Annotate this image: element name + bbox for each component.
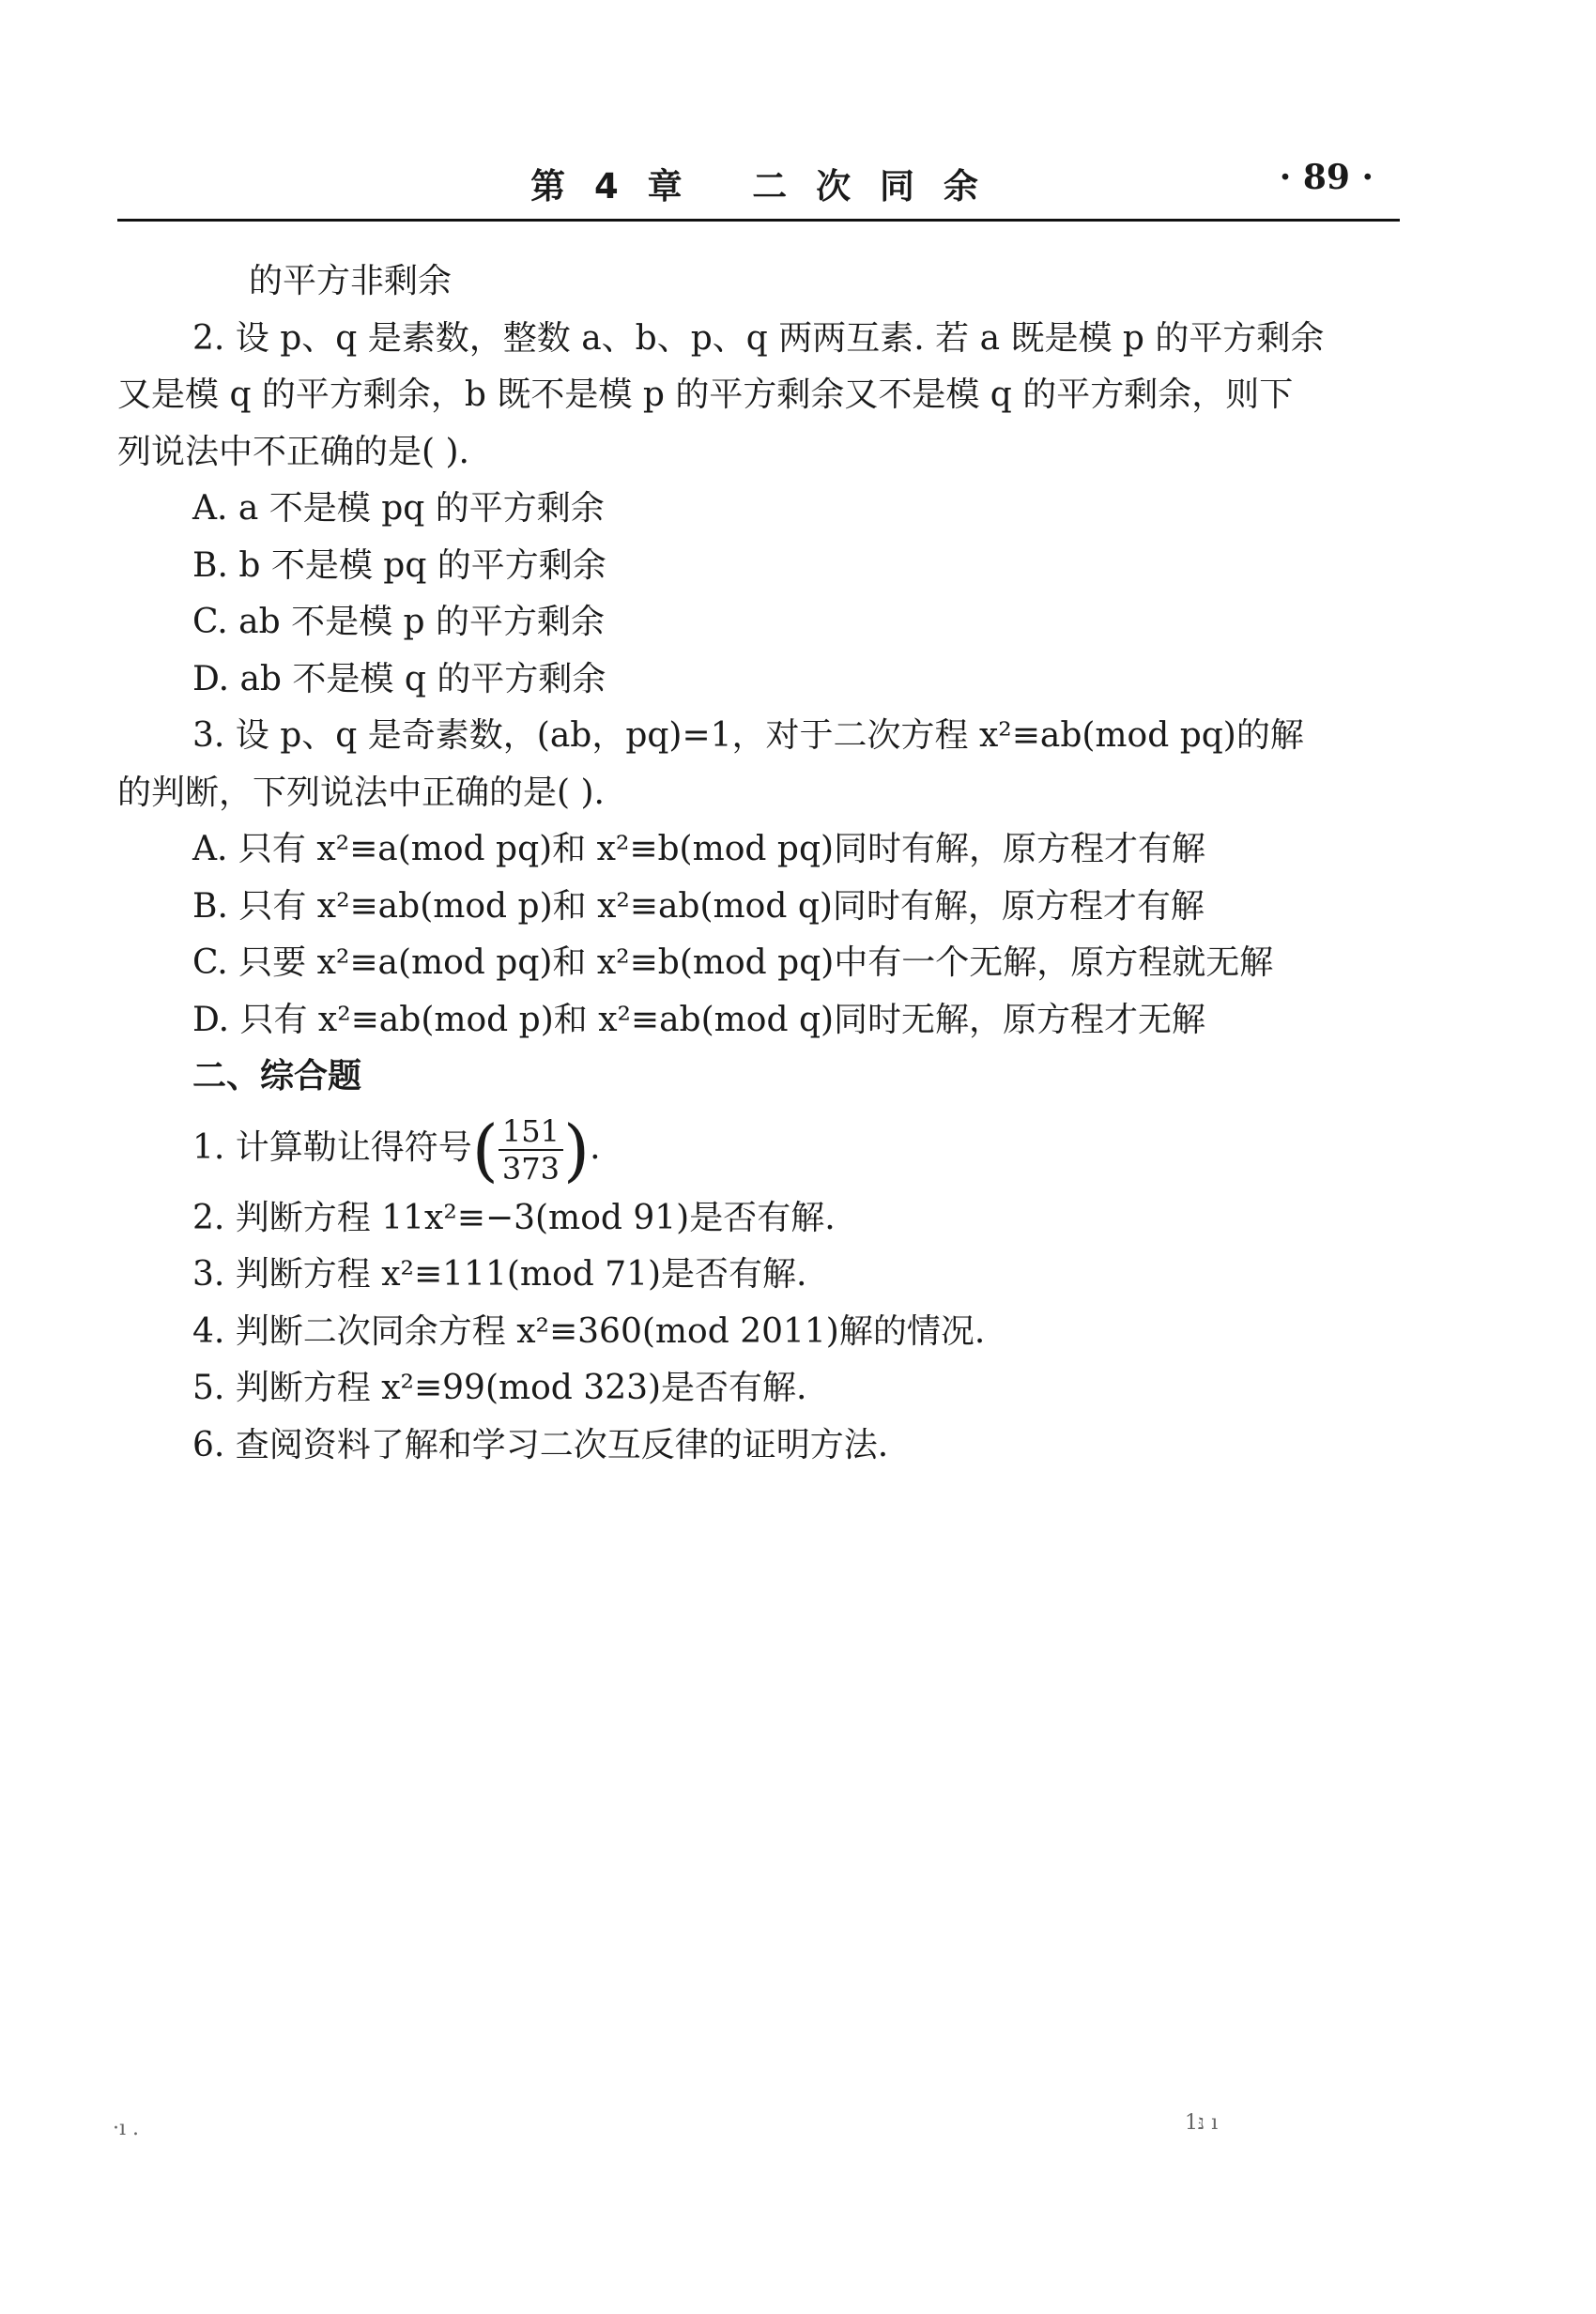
text-line: D. ab 不是模 q 的平方剩余: [192, 659, 606, 698]
legendre-numerator: 151: [499, 1116, 563, 1151]
page-number: · 89 ·: [1279, 158, 1373, 197]
text-line: 2. 设 p、q 是素数，整数 a、b、p、q 两两互素. 若 a 既是模 p 的平方剩余: [192, 318, 1325, 358]
text-line: A. 只有 x²≡a(mod pq)和 x²≡b(mod pq)同时有解，原方程才有解: [192, 830, 1206, 868]
text-line: C. 只要 x²≡a(mod pq)和 x²≡b(mod pq)中有一个无解，原方程就无解: [192, 943, 1274, 982]
text-line: C. ab 不是模 p 的平方剩余: [192, 603, 606, 641]
exercise-item-suffix: .: [590, 1127, 601, 1167]
text-line: 5. 判断方程 x²≡99(mod 323)是否有解.: [192, 1369, 807, 1407]
text-line: 3. 判断方程 x²≡111(mod 71)是否有解.: [192, 1255, 807, 1294]
text-line: 又是模 q 的平方剩余，b 既不是模 p 的平方剩余又不是模 q 的平方剩余，则下: [117, 375, 1294, 414]
text-line: 6. 查阅资料了解和学习二次互反律的证明方法.: [192, 1425, 889, 1464]
text-line: 3. 设 p、q 是奇素数，(ab，pq)=1，对于二次方程 x²≡ab(mod pq)的解: [192, 716, 1304, 755]
header-rule: [117, 219, 1400, 222]
text-line: B. b 不是模 pq 的平方剩余: [192, 545, 606, 585]
running-header: [117, 158, 1400, 214]
text-line: 的判断，下列说法中正确的是( ).: [117, 773, 605, 812]
text-line: 列说法中不正确的是( ).: [117, 432, 469, 471]
exercise-lines: [117, 253, 1400, 1106]
legendre-symbol: [471, 1110, 591, 1189]
exercise-content: [117, 253, 1400, 1474]
legendre-denominator: 373: [501, 1150, 560, 1187]
scan-mark-right: נּ1 ı: [1185, 2111, 1219, 2135]
close-paren: ): [562, 1110, 591, 1189]
text-line: A. a 不是模 pq 的平方剩余: [192, 489, 605, 528]
scan-mark-left: ·ı .: [113, 2117, 140, 2140]
text-line: 4. 判断二次同余方程 x²≡360(mod 2011)解的情况.: [192, 1311, 986, 1351]
exercise-lines-after: [117, 1190, 1400, 1475]
text-line: 的平方非剩余: [249, 262, 453, 300]
section-heading: 二、综合题: [192, 1057, 362, 1096]
text-line: D. 只有 x²≡ab(mod p)和 x²≡ab(mod q)同时无解，原方程才无解: [192, 1000, 1206, 1039]
open-paren: (: [471, 1110, 499, 1189]
exercise-item-legendre: [117, 1106, 1400, 1190]
text-line: B. 只有 x²≡ab(mod p)和 x²≡ab(mod q)同时有解，原方程才有解: [192, 886, 1205, 926]
chapter-title: 第 4 章 二 次 同 余: [530, 166, 987, 207]
text-line: 2. 判断方程 11x²≡−3(mod 91)是否有解.: [192, 1198, 836, 1237]
exercise-item-text: 1. 计算勒让得符号: [192, 1127, 472, 1167]
